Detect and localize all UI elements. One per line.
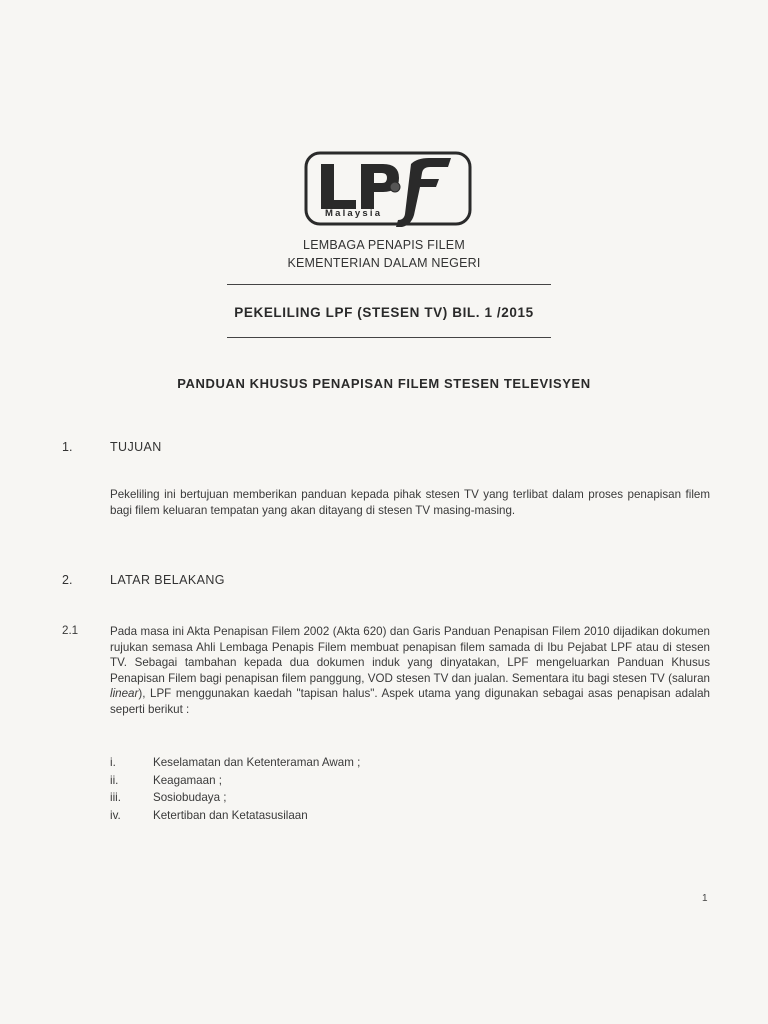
circular-reference: PEKELILING LPF (STESEN TV) BIL. 1 /2015 bbox=[234, 305, 534, 320]
lpf-logo bbox=[303, 150, 473, 228]
paragraph-text-part2: ), LPF menggunakan kaedah "tapisan halus". Aspek utama yang digunakan sebagai asas penapisan adalah seperti berikut : bbox=[110, 687, 710, 716]
list-item-numeral: iii. bbox=[110, 791, 121, 804]
list-item-text: Keselamatan dan Ketenteraman Awam ; bbox=[153, 756, 361, 769]
list-item bbox=[110, 774, 360, 792]
list-item-text: Keagamaan ; bbox=[153, 773, 222, 787]
organization-name: LEMBAGA PENAPIS FILEM bbox=[303, 238, 465, 252]
ministry-name: KEMENTERIAN DALAM NEGERI bbox=[287, 256, 481, 270]
divider-top bbox=[227, 284, 551, 285]
logo-country-text: Malaysia bbox=[325, 208, 383, 219]
page-number: 1 bbox=[702, 893, 708, 904]
list-item-numeral: iv. bbox=[110, 808, 121, 822]
aspect-list bbox=[110, 756, 360, 826]
list-item bbox=[110, 809, 360, 827]
section-2-heading: LATAR BELAKANG bbox=[110, 573, 225, 587]
subsection-2-1-number: 2.1 bbox=[62, 624, 79, 637]
list-item-numeral: i. bbox=[110, 756, 116, 769]
divider-bottom bbox=[227, 337, 551, 338]
list-item-numeral: ii. bbox=[110, 773, 119, 787]
paragraph-text-part1: Pada masa ini Akta Penapisan Filem 2002 (Akta 620) dan Garis Panduan Penapisan Filem 2010 dijadikan dokumen rujukan semasa Ahli Lembaga Penapis Filem membuat penapisan filem samada di Ibu Pejabat LPF atau di stesen TV. Sebagai tambahan kepada dua dokumen induk yang dinyatakan, LPF mengeluarkan Panduan Khusus Penapisan Filem bagi penapisan filem panggung, VOD stesen TV dan jualan. Sementara itu bagi stesen TV (saluran bbox=[110, 625, 710, 685]
list-item bbox=[110, 756, 360, 774]
section-1-paragraph: Pekeliling ini bertujuan memberikan panduan kepada pihak stesen TV yang terlibat dalam proses penapisan filem bagi filem keluaran tempatan yang akan ditayang di stesen TV masing-masing. bbox=[110, 488, 710, 517]
subsection-2-1-paragraph bbox=[110, 624, 710, 717]
list-item bbox=[110, 791, 360, 809]
section-2-number: 2. bbox=[62, 573, 73, 587]
list-item-text: Ketertiban dan Ketatasusilaan bbox=[153, 808, 308, 822]
list-item-text: Sosiobudaya ; bbox=[153, 791, 227, 804]
section-1-heading: TUJUAN bbox=[110, 440, 162, 454]
section-1-number: 1. bbox=[62, 440, 73, 454]
paragraph-italic-term: linear bbox=[110, 687, 139, 700]
document-title: PANDUAN KHUSUS PENAPISAN FILEM STESEN TELEVISYEN bbox=[177, 376, 591, 391]
